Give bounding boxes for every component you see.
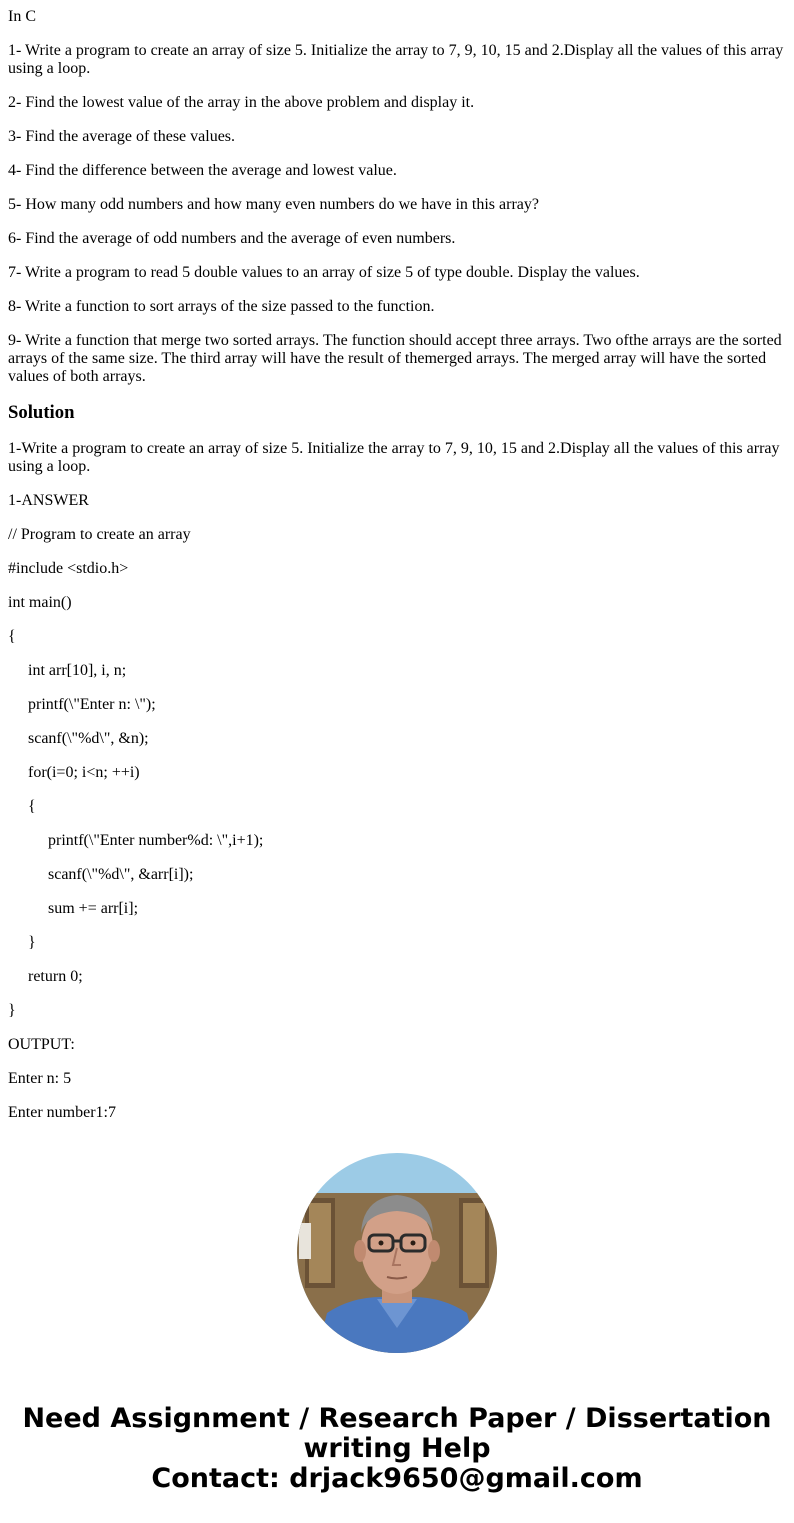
code-line: { [8, 628, 16, 645]
question-intro: In C [8, 8, 36, 25]
code-line: printf(\"Enter number%d: \",i+1); [48, 832, 264, 849]
question-item: 9- Write a function that merge two sorted arrays. The function should accept three arrays. Two ofthe arrays are the sorted arrays of the same size. The third array will have the result of themerged arrays. The merged array will have the sorted values of both arrays. [8, 332, 782, 385]
output-label: OUTPUT: [8, 1036, 75, 1053]
answer-label: 1-ANSWER [8, 492, 89, 509]
output-line: Enter n: 5 [8, 1070, 72, 1087]
solution-heading: Solution [8, 402, 75, 423]
question-item: 8- Write a function to sort arrays of the size passed to the function. [8, 298, 435, 315]
promo-line: Need Assignment / Research Paper / Dissertation [22, 1403, 772, 1434]
code-line: #include <stdio.h> [8, 560, 129, 577]
question-item: 7- Write a program to read 5 double values to an array of size 5 of type double. Display the values. [8, 264, 640, 281]
code-line: } [8, 1002, 16, 1019]
code-line: sum += arr[i]; [48, 900, 139, 917]
code-line: printf(\"Enter n: \"); [28, 696, 156, 713]
code-line: // Program to create an array [8, 526, 191, 543]
question-item: 3- Find the average of these values. [8, 128, 236, 145]
avatar [297, 1153, 497, 1353]
promo-contact: Contact: drjack9650@gmail.com [151, 1463, 643, 1494]
question-item: 2- Find the lowest value of the array in the above problem and display it. [8, 94, 475, 111]
question-item: 4- Find the difference between the average and lowest value. [8, 162, 397, 179]
document-body [8, 8, 788, 1138]
output-line: Enter number1:7 [8, 1104, 116, 1121]
code-line: for(i=0; i<n; ++i) [28, 764, 140, 781]
code-line: scanf(\"%d\", &n); [28, 730, 149, 747]
question-item: 6- Find the average of odd numbers and the average of even numbers. [8, 230, 456, 247]
code-line: { [28, 798, 36, 815]
question-item: 5- How many odd numbers and how many even numbers do we have in this array? [8, 196, 539, 213]
avatar-portrait [297, 1153, 497, 1353]
promo-banner [0, 1404, 794, 1494]
code-line: scanf(\"%d\", &arr[i]); [48, 866, 194, 883]
code-line: } [28, 934, 36, 951]
code-line: return 0; [28, 968, 83, 985]
solution-restated-question: 1-Write a program to create an array of size 5. Initialize the array to 7, 9, 10, 15 and 2.Display all the values of this array using a loop. [8, 440, 780, 475]
question-item: 1- Write a program to create an array of size 5. Initialize the array to 7, 9, 10, 15 and 2.Display all the values of this array using a loop. [8, 42, 784, 77]
code-line: int main() [8, 594, 72, 611]
promo-line: writing Help [303, 1433, 491, 1464]
code-line: int arr[10], i, n; [28, 662, 127, 679]
